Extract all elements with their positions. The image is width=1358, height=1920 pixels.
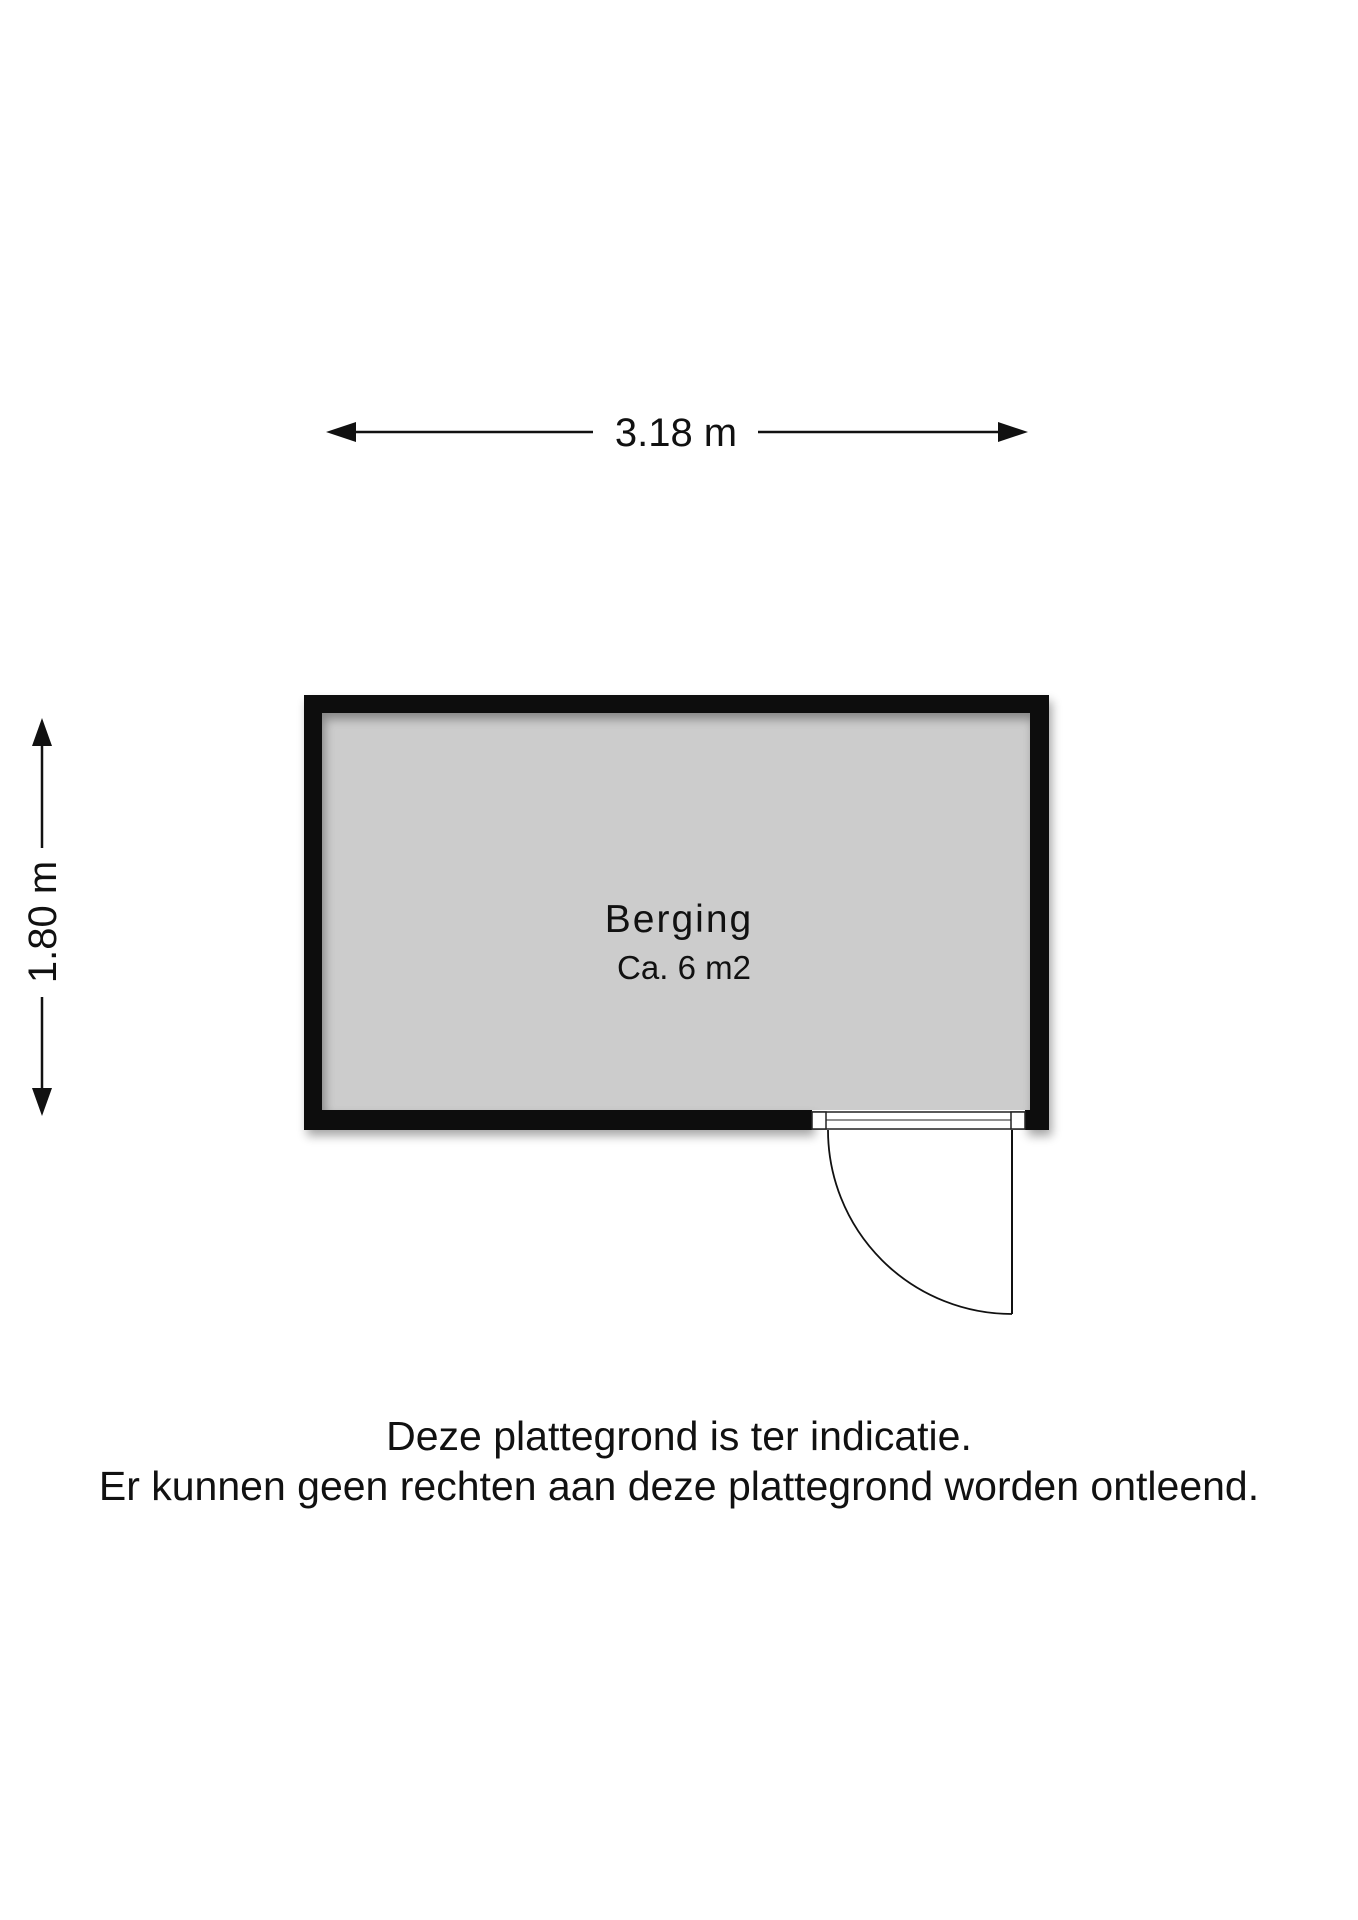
arrow-right-icon — [998, 422, 1028, 442]
width-label: 3.18 m — [614, 411, 738, 455]
room-berging — [304, 695, 1049, 1314]
door-arc — [828, 1130, 1012, 1314]
disclaimer-line-2: Er kunnen geen rechten aan deze plattegrond worden ontleend. — [98, 1463, 1260, 1509]
door-swing — [828, 1130, 1012, 1314]
height-label: 1.80 m — [21, 860, 65, 984]
room-area: Ca. 6 m2 — [617, 949, 751, 986]
disclaimer-line-1: Deze plattegrond is ter indicatie. — [386, 1413, 972, 1459]
width-dimension — [326, 411, 1028, 455]
arrow-down-icon — [32, 1088, 52, 1116]
arrow-left-icon — [326, 422, 356, 442]
arrow-up-icon — [32, 718, 52, 746]
room-name: Berging — [604, 898, 754, 941]
height-dimension — [21, 718, 65, 1116]
door-threshold — [812, 1112, 1025, 1129]
